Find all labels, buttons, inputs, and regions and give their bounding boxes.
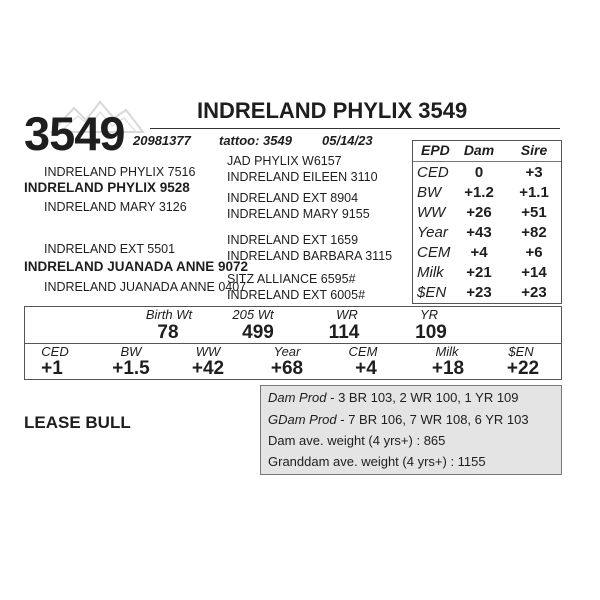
epd-value-bw: +1.5: [112, 358, 150, 379]
epd-trait: $EN: [417, 284, 447, 301]
epd-row: [413, 184, 561, 204]
epd-comparison-table: [412, 140, 562, 304]
pedigree-ggd-4: INDRELAND EXT 6005#: [227, 288, 366, 302]
pedigree-ggs-1: JAD PHYLIX W6157: [227, 154, 342, 168]
epd-trait: CED: [417, 164, 449, 181]
perf-label-205-wt: 205 Wt: [232, 307, 274, 322]
epd-sire-value: +51: [521, 204, 547, 221]
epd-value-year: +68: [270, 358, 304, 379]
pedigree-dam-dam: INDRELAND JUANADA ANNE 0407: [44, 280, 247, 294]
epd-label-year: Year: [273, 344, 301, 359]
epd-dam-value: 0: [474, 164, 484, 181]
epd-dam-value: +43: [466, 224, 492, 241]
pedigree-ggs-2: INDRELAND EXT 8904: [227, 191, 359, 205]
registration-number: 20981377: [133, 133, 191, 148]
epd-dam-value: +23: [466, 284, 492, 301]
epd-table-header: [413, 142, 561, 162]
epd-value-ced: +1: [41, 358, 63, 379]
epd-sire-value: +14: [521, 264, 547, 281]
perf-value-wr: 114: [328, 322, 360, 343]
pedigree-dam-sire: INDRELAND EXT 5501: [44, 242, 176, 256]
epd-trait: BW: [417, 184, 442, 201]
epd-dam-value: +1.2: [464, 184, 494, 201]
dam-weight: Dam ave. weight (4 yrs+) : 865: [268, 433, 446, 448]
pedigree-ggd-3: INDRELAND BARBARA 3115: [227, 249, 393, 263]
lot-number: 3549: [24, 107, 125, 160]
epd-trait: Year: [417, 224, 448, 241]
dam-prod-label: Dam Prod: [268, 390, 327, 405]
epd-label-ww: WW: [195, 344, 221, 359]
epd-dam-value: +21: [466, 264, 492, 281]
pedigree-ggs-4: SITZ ALLIANCE 6595#: [227, 272, 356, 286]
pedigree-sire-sire: INDRELAND PHYLIX 7516: [44, 165, 196, 179]
perf-label-wr: WR: [336, 307, 358, 322]
lease-bull-label: LEASE BULL: [24, 413, 131, 432]
epd-value-en: +22: [506, 358, 540, 379]
epd-value-cem: +4: [355, 358, 377, 379]
epd-label-en: $EN: [508, 344, 534, 359]
birth-date: 05/14/23: [322, 133, 373, 148]
epd-dam-value: +26: [466, 204, 492, 221]
epd-header-sire: Sire: [520, 142, 548, 158]
epd-row: [413, 264, 561, 284]
epd-header-dam: Dam: [463, 142, 495, 158]
epd-trait: WW: [417, 204, 446, 221]
epd-label-ced: CED: [41, 344, 69, 359]
perf-value-yr: 109: [415, 322, 447, 343]
epd-header-label: EPD: [421, 142, 450, 158]
granddam-weight: Granddam ave. weight (4 yrs+) : 1155: [268, 454, 486, 469]
perf-value-205-wt: 499: [242, 322, 274, 343]
epd-label-cem: CEM: [348, 344, 378, 359]
dam-prod-value: - 3 BR 103, 2 WR 100, 1 YR 109: [326, 390, 519, 405]
header-divider: [150, 128, 560, 129]
epd-label-bw: BW: [120, 344, 142, 359]
performance-table: [24, 306, 562, 380]
epd-sire-value: +82: [521, 224, 547, 241]
epd-sire-value: +6: [525, 244, 543, 261]
perf-label-yr: YR: [419, 307, 439, 322]
pedigree-dam: INDRELAND JUANADA ANNE 9072: [24, 259, 249, 274]
gdam-prod-label: GDam Prod: [268, 412, 337, 427]
pedigree-ggs-3: INDRELAND EXT 1659: [227, 233, 359, 247]
dam-prod-line: [268, 390, 519, 405]
epd-label-milk: Milk: [435, 344, 459, 359]
epd-dam-value: +4: [470, 244, 488, 261]
perf-label-birth-wt: Birth Wt: [145, 307, 193, 322]
epd-header-divider: [413, 161, 561, 162]
epd-sire-value: +3: [525, 164, 543, 181]
tattoo: tattoo: 3549: [219, 133, 292, 148]
gdam-prod-line: [268, 412, 529, 427]
pedigree-ggd-1: INDRELAND EILEEN 3110: [227, 170, 378, 184]
pedigree-sire: INDRELAND PHYLIX 9528: [24, 180, 190, 195]
epd-row: [413, 204, 561, 224]
epd-row: [413, 164, 561, 184]
epd-trait: Milk: [417, 264, 444, 281]
epd-trait: CEM: [417, 244, 451, 261]
pedigree-ggd-2: INDRELAND MARY 9155: [227, 207, 370, 221]
perf-value-birth-wt: 78: [157, 322, 179, 343]
epd-value-ww: +42: [191, 358, 225, 379]
epd-value-milk: +18: [431, 358, 465, 379]
pedigree-sire-dam: INDRELAND MARY 3126: [44, 200, 187, 214]
epd-sire-value: +23: [521, 284, 547, 301]
production-box: [260, 385, 562, 475]
epd-row: [413, 244, 561, 264]
animal-name: INDRELAND PHYLIX 3549: [197, 98, 468, 123]
gdam-prod-value: - 7 BR 106, 7 WR 108, 6 YR 103: [336, 412, 529, 427]
epd-row: [413, 284, 561, 304]
epd-sire-value: +1.1: [519, 184, 549, 201]
epd-row: [413, 224, 561, 244]
